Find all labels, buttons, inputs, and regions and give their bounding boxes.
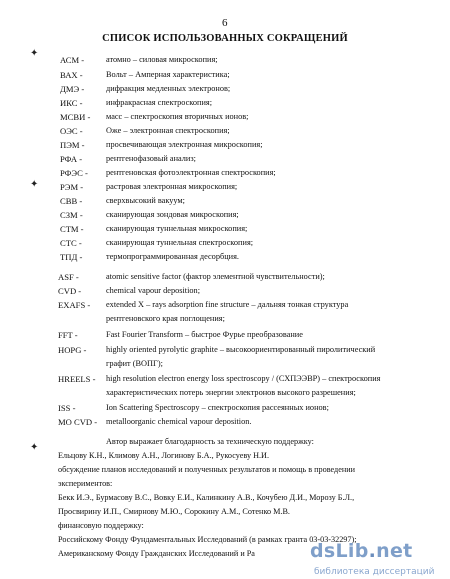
acknowledgement-line: финансовую поддержку: (58, 521, 144, 530)
abbreviation-definition: масс – спектроскопия вторичных ионов; (106, 112, 249, 121)
page-number: 6 (222, 17, 228, 29)
abbreviation-definition: chemical vapour deposition; (106, 286, 201, 295)
abbreviation-term: ИКС - (60, 98, 83, 108)
abbreviation-definition: highly oriented pyrolytic graphite – высокоориентированный пиролитический (106, 345, 376, 354)
abbreviation-term: MO CVD - (58, 417, 98, 427)
abbreviation-definition: рентгенофазовый анализ; (106, 154, 196, 163)
watermark-logo-main: dsLib (310, 540, 369, 562)
abbreviation-term: CVD - (58, 286, 82, 296)
abbreviation-term: ДМЭ - (60, 84, 85, 94)
abbreviation-term: ASF - (58, 272, 79, 282)
acknowledgement-line: Бекк И.Э., Бурмасову В.С., Вовку Е.И., Калинкину А.В., Кочубею Д.И., Морозу Б.Л., (58, 493, 355, 502)
abbreviation-term: EXAFS - (58, 300, 91, 310)
abbreviation-definition: рентгеновская фотоэлектронная спектроскопия; (106, 168, 276, 177)
abbreviation-term: СТС - (60, 238, 82, 248)
page-title: СПИСОК ИСПОЛЬЗОВАННЫХ СОКРАЩЕНИЙ (102, 33, 348, 44)
acknowledgement-line: Российскому Фонду Фундаментальных Исследований (в рамках гранта 03-03-32297); (58, 535, 357, 544)
margin-mark-icon: ✦ (30, 179, 39, 190)
acknowledgement-line: экспериментов: (58, 479, 113, 488)
abbreviation-definition: атомно – силовая микроскопия; (106, 55, 218, 64)
abbreviation-term: СВВ - (60, 196, 83, 206)
abbreviation-continuation: характеристических потерь энергии электронов высокого разрешения; (106, 388, 356, 397)
abbreviation-term: HREELS - (58, 374, 96, 384)
abbreviation-definition: сканирующая туннельная микроскопия; (106, 224, 248, 233)
watermark-logo (310, 540, 413, 562)
abbreviation-definition: metalloorganic chemical vapour deposition. (106, 417, 252, 426)
watermark-subtitle: библиотека диссертаций (314, 567, 435, 577)
abbreviation-term: ISS - (58, 403, 76, 413)
margin-mark-icon: ✦ (30, 48, 39, 59)
abbreviation-definition: термопрограммированная десорбция. (106, 252, 239, 261)
abbreviation-definition: high resolution electron energy loss spectroscopy / (СХПЭЭВР) – спектроскопия (106, 374, 381, 383)
abbreviation-term: РФЭС - (60, 168, 88, 178)
abbreviation-term: ПЭМ - (60, 140, 85, 150)
abbreviation-term: ТПД - (60, 252, 83, 262)
abbreviation-term: СТМ - (60, 224, 84, 234)
abbreviation-definition: растровая электронная микроскопия; (106, 182, 238, 191)
abbreviation-definition: Fast Fourier Transform – быстрое Фурье преобразование (106, 330, 303, 339)
margin-mark-icon: ✦ (30, 442, 39, 453)
abbreviation-definition: Оже – электронная спектроскопия; (106, 126, 230, 135)
abbreviation-term: ВАХ - (60, 70, 83, 80)
abbreviation-term: СЗМ - (60, 210, 83, 220)
abbreviation-definition: просвечивающая электронная микроскопия; (106, 140, 263, 149)
abbreviation-continuation: рентгеновского края поглощения; (106, 314, 225, 323)
abbreviation-term: РФА - (60, 154, 83, 164)
acknowledgement-line: Ельцову К.Н., Климову А.Н., Логинову Б.А., Рукосуеву Н.И. (58, 451, 270, 460)
acknowledgement-line: Американскому Фонду Гражданских Исследований и Ра (58, 549, 255, 558)
abbreviation-definition: инфракрасная спектроскопия; (106, 98, 213, 107)
abbreviation-definition: atomic sensitive factor (фактор элементной чувствительности); (106, 272, 325, 281)
abbreviation-definition: extended X – rays adsorption fine structure – дальняя тонкая структура (106, 300, 349, 309)
acknowledgement-line: Просвирину И.П., Смирнову М.Ю., Сорокину А.М., Сотенко М.В. (58, 507, 290, 516)
abbreviation-term: HOPG - (58, 345, 87, 355)
acknowledgement-line: Автор выражает благодарность за техническую поддержку: (106, 437, 314, 446)
abbreviation-definition: Вольт – Амперная характеристика; (106, 70, 230, 79)
watermark-logo-dot: . (368, 540, 377, 562)
abbreviation-term: РЭМ - (60, 182, 84, 192)
abbreviation-term: АСМ - (60, 55, 85, 65)
abbreviation-term: FFT - (58, 330, 78, 340)
abbreviation-definition: сканирующая зондовая микроскопия; (106, 210, 239, 219)
acknowledgement-line: обсуждение планов исследований и полученных результатов и помощь в проведении (58, 465, 355, 474)
abbreviation-definition: дифракция медленных электронов; (106, 84, 231, 93)
site-watermark[interactable] (310, 540, 450, 579)
abbreviation-definition: сверхвысокий вакуум; (106, 196, 185, 205)
abbreviation-definition: сканирующая туннельная спектроскопия; (106, 238, 254, 247)
abbreviation-continuation: графит (ВОПГ); (106, 359, 163, 368)
abbreviation-term: МСВИ - (60, 112, 91, 122)
abbreviation-definition: Ion Scattering Spectroscopy – спектроскопия рассеянных ионов; (106, 403, 329, 412)
abbreviation-term: ОЭС - (60, 126, 83, 136)
watermark-logo-tld: net (376, 540, 413, 562)
